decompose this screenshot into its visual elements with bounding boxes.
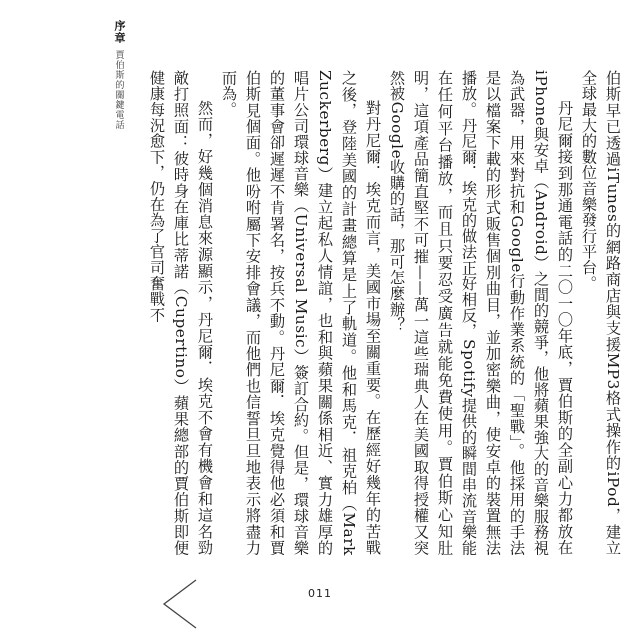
running-header [108,20,130,130]
vertical-text-columns [145,70,625,556]
chevron-left-icon[interactable] [160,578,200,630]
paragraph: 丹尼爾接到那通電話的二〇一〇年底，賈伯斯的全副心力都放在iPhone與安卓（Android）之間的競爭，他將蘋果強大的音樂服務視為武器，用來對抗和Google行動作業系統的「聖戰」。他採用的手法是以檔案下載的形式販售個別曲目，並加密樂曲，使安卓的裝置無法播放。丹尼爾．埃克的做法正好相反，Spotify提供的瞬間串流音樂能在任何平台播放，而且只要忍受廣告就能免費使用。賈伯斯心知肚明，這項產品簡直堅不可摧——萬一這些瑞典人在美國取得授權又突然被Google收購的話，那可怎麼辦？ [388,70,574,556]
page-number: 011 [308,587,332,600]
paragraph: 伯斯早已透過iTunes的網路商店與支援MP3格式操作的iPod，建立全球最大的數位音樂發行平台。 [580,70,622,556]
paragraph: 然而，好幾個消息來源顯示，丹尼爾．埃克不會有機會和這名勁敵打照面：彼時身在庫比蒂諾（Cupertino）蘋果總部的賈伯斯即便健康每況愈下，仍在為了官司奮戰不 [148,70,214,556]
chapter-subtitle: 賈伯斯的關鍵電話 [113,50,124,130]
paragraph: 對丹尼爾．埃克而言，美國市場至關重要。在歷經好幾年的苦戰之後，登陸美國的計畫總算是上了軌道。他和馬克．祖克柏（Mark Zuckerberg）建立起私人情誼，也和與蘋果關係相近、實力雄厚的唱片公司環球音樂（Universal Music）簽訂合約。但是，環球音樂的董事會卻遲遲不肯署名，按兵不動。丹尼爾．埃克覺得他必須和賈伯斯見個面。他吩咐屬下安排會議，而他們也信誓旦旦地表示將盡力而為。 [220,70,382,556]
chapter-label: 序章 [113,20,126,44]
body-text [145,70,622,556]
